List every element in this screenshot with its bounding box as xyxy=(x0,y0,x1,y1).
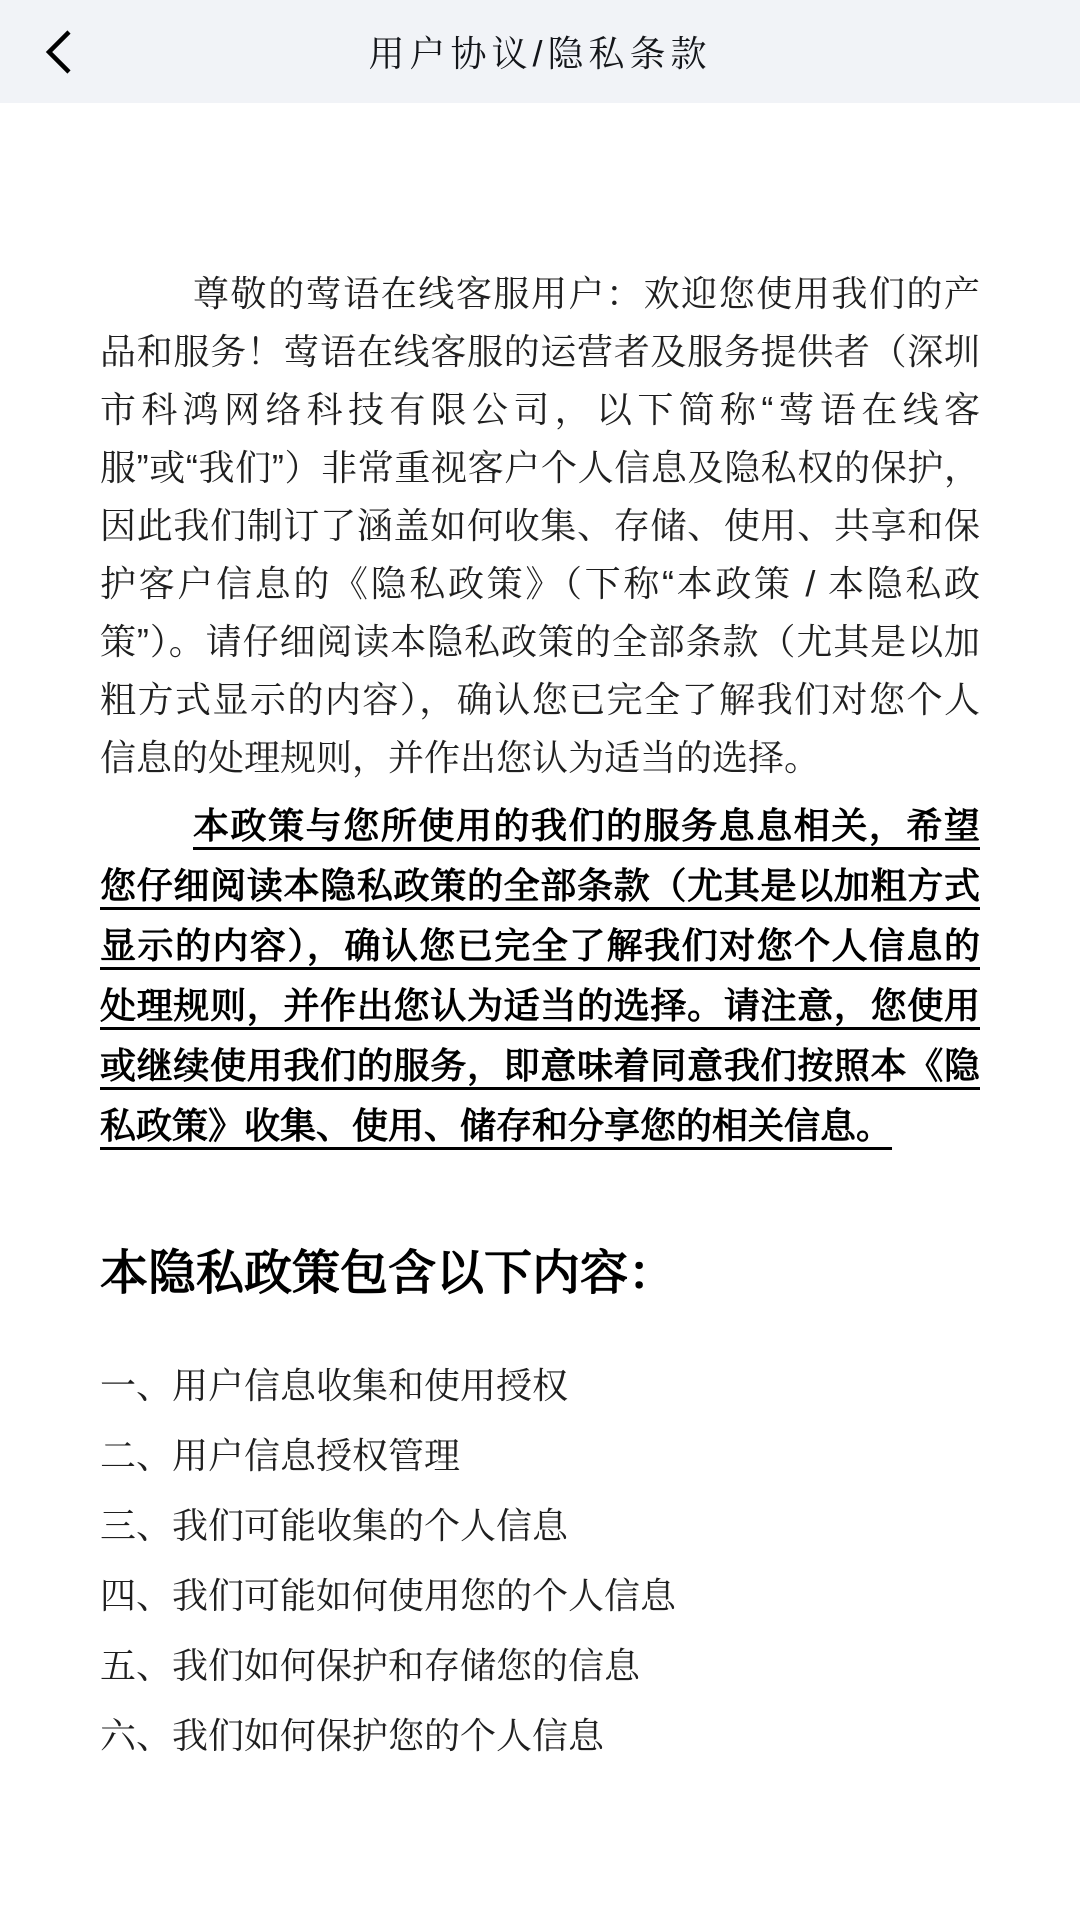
toc-list xyxy=(100,1351,980,1771)
toc-item-2: 二、用户信息授权管理 xyxy=(100,1435,461,1476)
toc-item-3: 三、我们可能收集的个人信息 xyxy=(100,1505,569,1546)
emphasis-paragraph: 本政策与您所使用的我们的服务息息相关，希望您仔细阅读本隐私政策的全部条款（尤其是以加粗方式显示的内容），确认您已完全了解我们对您个人信息的处理规则，并作出您认为适当的选择。请注意，您使用或继续使用我们的服务，即意味着同意我们按照本《隐私政策》收集、使用、储存和分享您的相关信息。 xyxy=(100,805,980,1146)
toc-item-4: 四、我们可能如何使用您的个人信息 xyxy=(100,1575,677,1616)
toc-heading: 本隐私政策包含以下内容： xyxy=(100,1247,677,1300)
page-title: 用户协议/隐私条款 xyxy=(368,33,712,74)
toc-item-5: 五、我们如何保护和存储您的信息 xyxy=(100,1645,641,1686)
toc-item-6: 六、我们如何保护您的个人信息 xyxy=(100,1715,605,1756)
toc-item-1: 一、用户信息收集和使用授权 xyxy=(100,1365,569,1406)
back-button[interactable] xyxy=(0,0,120,103)
app-header xyxy=(0,0,1080,103)
intro-paragraph: 尊敬的莺语在线客服用户：欢迎您使用我们的产品和服务！莺语在线客服的运营者及服务提供者（深圳市科鸿网络科技有限公司，以下简称“莺语在线客服”或“我们”）非常重视客户个人信息及隐私权的保护，因此我们制订了涵盖如何收集、存储、使用、共享和保护客户信息的《隐私政策》（下称“本政策 / 本隐私政策”）。请仔细阅读本隐私政策的全部条款（尤其是以加粗方式显示的内容），确认您已完全了解我们对您个人信息的处理规则，并作出您认为适当的选择。 xyxy=(100,273,980,778)
chevron-left-icon xyxy=(45,29,73,75)
policy-content xyxy=(0,103,1080,1771)
